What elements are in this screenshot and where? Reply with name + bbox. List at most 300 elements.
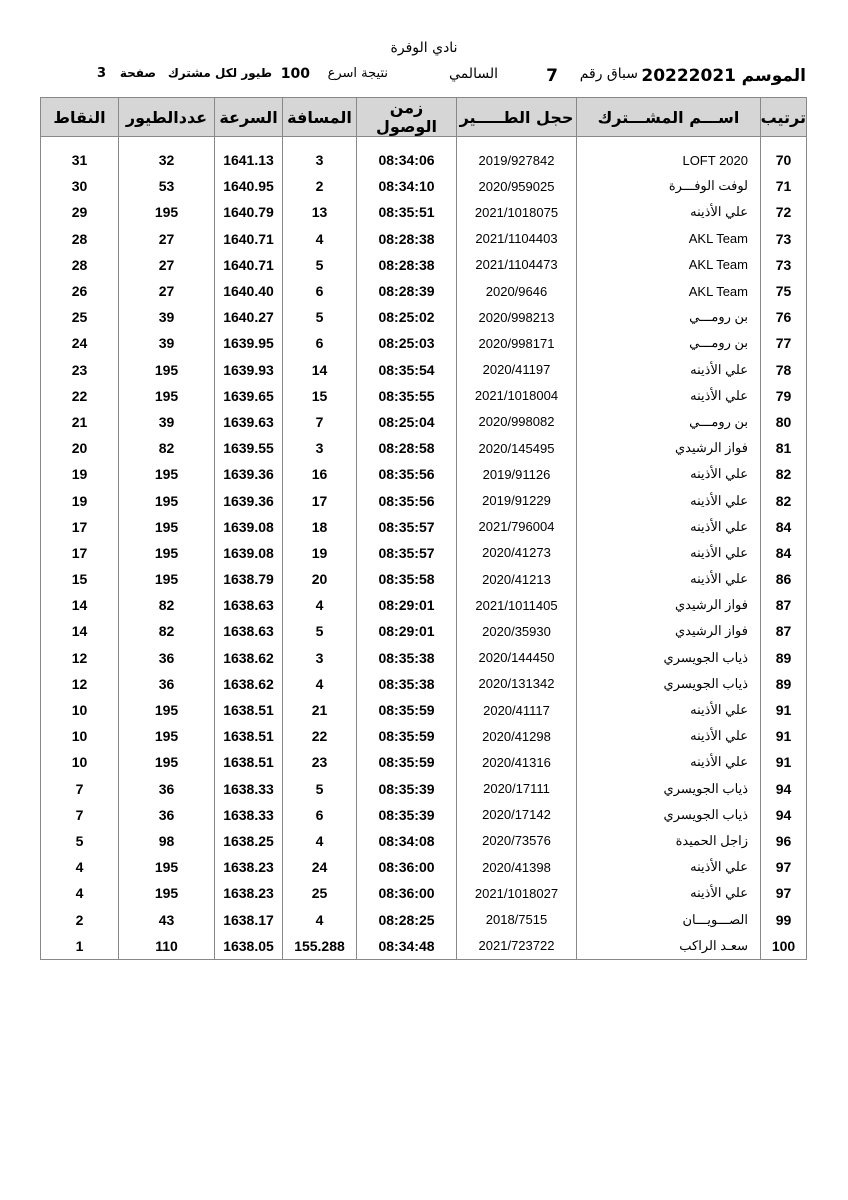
birds-count-cell: 36 <box>119 645 215 671</box>
rank-cell: 86 <box>761 566 807 592</box>
table-row <box>41 435 807 461</box>
distance-cell: 15 <box>283 383 357 409</box>
table-row <box>41 802 807 828</box>
distance-cell: 18 <box>283 514 357 540</box>
speed-cell: 1638.23 <box>215 880 283 906</box>
distance-cell: 6 <box>283 330 357 356</box>
distance-cell: 13 <box>283 199 357 225</box>
points-cell: 23 <box>41 357 119 383</box>
rank-cell: 91 <box>761 749 807 775</box>
table-row <box>41 461 807 487</box>
member-name-cell: علي الأذينه <box>577 383 761 409</box>
birds-count-cell: 98 <box>119 828 215 854</box>
birds-count-cell: 43 <box>119 906 215 932</box>
distance-cell: 25 <box>283 880 357 906</box>
member-name-cell: علي الأذينه <box>577 514 761 540</box>
arrival-time-cell: 08:36:00 <box>357 854 457 880</box>
birds-count-cell: 36 <box>119 802 215 828</box>
rank-cell: 94 <box>761 776 807 802</box>
table-row <box>41 147 807 173</box>
distance-cell: 4 <box>283 592 357 618</box>
ring-cell: 2020/145495 <box>457 435 577 461</box>
ring-cell: 2021/1018075 <box>457 199 577 225</box>
rank-cell: 97 <box>761 880 807 906</box>
points-cell: 25 <box>41 304 119 330</box>
table-row <box>41 514 807 540</box>
birds-count-cell: 195 <box>119 461 215 487</box>
ring-cell: 2020/41316 <box>457 749 577 775</box>
points-cell: 10 <box>41 723 119 749</box>
birds-count-cell: 195 <box>119 697 215 723</box>
arrival-time-cell: 08:35:59 <box>357 723 457 749</box>
ring-cell: 2020/17111 <box>457 776 577 802</box>
ring-cell: 2020/998082 <box>457 409 577 435</box>
member-name-cell: سعـد الراكب <box>577 933 761 960</box>
ring-cell: 2020/73576 <box>457 828 577 854</box>
ring-cell: 2020/41273 <box>457 540 577 566</box>
distance-cell: 23 <box>283 749 357 775</box>
points-cell: 31 <box>41 147 119 173</box>
distance-cell: 4 <box>283 828 357 854</box>
points-cell: 21 <box>41 409 119 435</box>
birds-count-cell: 195 <box>119 383 215 409</box>
points-cell: 29 <box>41 199 119 225</box>
member-name-cell: بن رومـــي <box>577 409 761 435</box>
rank-cell: 89 <box>761 645 807 671</box>
table-row <box>41 933 807 960</box>
distance-cell: 6 <box>283 802 357 828</box>
member-name-cell: فواز الرشيدي <box>577 618 761 644</box>
distance-cell: 155.288 <box>283 933 357 960</box>
distance-cell: 2 <box>283 173 357 199</box>
distance-cell: 4 <box>283 226 357 252</box>
arrival-time-cell: 08:34:10 <box>357 173 457 199</box>
birds-count-cell: 32 <box>119 147 215 173</box>
member-name-cell: لوفت الوفـــرة <box>577 173 761 199</box>
rank-cell: 75 <box>761 278 807 304</box>
birds-count-cell: 195 <box>119 487 215 513</box>
speed-cell: 1639.08 <box>215 540 283 566</box>
speed-cell: 1640.40 <box>215 278 283 304</box>
distance-cell: 5 <box>283 776 357 802</box>
speed-cell: 1638.51 <box>215 723 283 749</box>
member-name-cell: علي الأذينه <box>577 487 761 513</box>
arrival-time-cell: 08:35:38 <box>357 671 457 697</box>
arrival-time-cell: 08:28:38 <box>357 252 457 278</box>
speed-cell: 1640.71 <box>215 252 283 278</box>
speed-cell: 1638.23 <box>215 854 283 880</box>
rank-cell: 87 <box>761 592 807 618</box>
points-cell: 4 <box>41 854 119 880</box>
member-name-cell: علي الأذينه <box>577 199 761 225</box>
col-member-header: اســـم المشـــترك <box>577 98 761 137</box>
ring-cell: 2019/91229 <box>457 487 577 513</box>
ring-cell: 2020/9646 <box>457 278 577 304</box>
arrival-time-cell: 08:25:03 <box>357 330 457 356</box>
distance-cell: 4 <box>283 906 357 932</box>
table-row <box>41 226 807 252</box>
rank-cell: 71 <box>761 173 807 199</box>
table-row <box>41 854 807 880</box>
points-cell: 22 <box>41 383 119 409</box>
speed-cell: 1638.63 <box>215 592 283 618</box>
table-row <box>41 592 807 618</box>
table-row <box>41 776 807 802</box>
points-cell: 28 <box>41 252 119 278</box>
col-birds-header: عددالطيور <box>119 98 215 137</box>
member-name-cell: فواز الرشيدي <box>577 592 761 618</box>
rank-cell: 73 <box>761 226 807 252</box>
col-rank-header: ترتيب <box>761 98 807 137</box>
ring-cell: 2020/41398 <box>457 854 577 880</box>
arrival-time-cell: 08:29:01 <box>357 592 457 618</box>
ring-cell: 2020/998171 <box>457 330 577 356</box>
member-name-cell: علي الأذينه <box>577 749 761 775</box>
table-row <box>41 671 807 697</box>
arrival-time-cell: 08:34:06 <box>357 147 457 173</box>
member-name-cell: علي الأذينه <box>577 723 761 749</box>
ring-cell: 2021/1104403 <box>457 226 577 252</box>
arrival-time-cell: 08:35:56 <box>357 461 457 487</box>
ring-cell: 2020/35930 <box>457 618 577 644</box>
birds-count-cell: 27 <box>119 278 215 304</box>
rank-cell: 96 <box>761 828 807 854</box>
points-cell: 20 <box>41 435 119 461</box>
rank-cell: 78 <box>761 357 807 383</box>
member-name-cell: زاجل الحميدة <box>577 828 761 854</box>
season-value: 20222021 <box>641 66 736 86</box>
arrival-time-cell: 08:28:58 <box>357 435 457 461</box>
speed-cell: 1638.05 <box>215 933 283 960</box>
distance-cell: 16 <box>283 461 357 487</box>
distance-cell: 3 <box>283 147 357 173</box>
arrival-time-cell: 08:35:51 <box>357 199 457 225</box>
member-name-cell: علي الأذينه <box>577 854 761 880</box>
page-number: 3 <box>96 66 106 81</box>
ring-cell: 2018/7515 <box>457 906 577 932</box>
distance-cell: 24 <box>283 854 357 880</box>
distance-cell: 19 <box>283 540 357 566</box>
arrival-time-cell: 08:25:02 <box>357 304 457 330</box>
per-member-label: طيور لكل مشترك <box>167 66 272 80</box>
rank-cell: 76 <box>761 304 807 330</box>
distance-cell: 20 <box>283 566 357 592</box>
points-cell: 24 <box>41 330 119 356</box>
ring-cell: 2021/723722 <box>457 933 577 960</box>
table-row <box>41 304 807 330</box>
birds-count-cell: 195 <box>119 514 215 540</box>
rank-cell: 81 <box>761 435 807 461</box>
result-label: نتيجة اسرع <box>327 66 388 81</box>
arrival-time-cell: 08:28:39 <box>357 278 457 304</box>
speed-cell: 1639.95 <box>215 330 283 356</box>
ring-cell: 2020/144450 <box>457 645 577 671</box>
birds-count-cell: 27 <box>119 252 215 278</box>
arrival-time-cell: 08:25:04 <box>357 409 457 435</box>
arrival-time-cell: 08:28:25 <box>357 906 457 932</box>
birds-count-cell: 82 <box>119 618 215 644</box>
points-cell: 17 <box>41 540 119 566</box>
speed-cell: 1640.79 <box>215 199 283 225</box>
birds-count-cell: 195 <box>119 723 215 749</box>
member-name-cell: AKL Team <box>577 252 761 278</box>
birds-count-cell: 195 <box>119 357 215 383</box>
points-cell: 1 <box>41 933 119 960</box>
table-row <box>41 828 807 854</box>
table-row <box>41 487 807 513</box>
table-row <box>41 409 807 435</box>
rank-cell: 73 <box>761 252 807 278</box>
speed-cell: 1639.36 <box>215 461 283 487</box>
birds-count-cell: 195 <box>119 199 215 225</box>
points-cell: 10 <box>41 749 119 775</box>
birds-count-cell: 82 <box>119 435 215 461</box>
member-name-cell: ذياب الجويسري <box>577 802 761 828</box>
rank-cell: 100 <box>761 933 807 960</box>
speed-cell: 1638.79 <box>215 566 283 592</box>
speed-cell: 1640.95 <box>215 173 283 199</box>
birds-count-cell: 27 <box>119 226 215 252</box>
birds-count-cell: 82 <box>119 592 215 618</box>
table-row <box>41 383 807 409</box>
member-name-cell: علي الأذينه <box>577 540 761 566</box>
arrival-time-cell: 08:34:08 <box>357 828 457 854</box>
distance-cell: 21 <box>283 697 357 723</box>
speed-cell: 1638.25 <box>215 828 283 854</box>
rank-cell: 91 <box>761 697 807 723</box>
speed-cell: 1638.17 <box>215 906 283 932</box>
arrival-time-cell: 08:35:55 <box>357 383 457 409</box>
table-row <box>41 173 807 199</box>
table-row <box>41 906 807 932</box>
member-name-cell: AKL Team <box>577 278 761 304</box>
rank-cell: 99 <box>761 906 807 932</box>
birds-count-cell: 39 <box>119 409 215 435</box>
distance-cell: 5 <box>283 304 357 330</box>
rank-cell: 87 <box>761 618 807 644</box>
col-points-header: النقاط <box>41 98 119 137</box>
table-row <box>41 697 807 723</box>
birds-count-cell: 195 <box>119 566 215 592</box>
table-row <box>41 252 807 278</box>
points-cell: 7 <box>41 802 119 828</box>
member-name-cell: ذياب الجويسري <box>577 776 761 802</box>
distance-cell: 14 <box>283 357 357 383</box>
member-name-cell: الصـــويـــان <box>577 906 761 932</box>
speed-cell: 1639.93 <box>215 357 283 383</box>
speed-cell: 1638.62 <box>215 645 283 671</box>
birds-count-cell: 110 <box>119 933 215 960</box>
points-cell: 15 <box>41 566 119 592</box>
speed-cell: 1639.65 <box>215 383 283 409</box>
speed-cell: 1639.08 <box>215 514 283 540</box>
distance-cell: 22 <box>283 723 357 749</box>
distance-cell: 5 <box>283 252 357 278</box>
ring-cell: 2020/41213 <box>457 566 577 592</box>
arrival-time-cell: 08:28:38 <box>357 226 457 252</box>
table-row <box>41 199 807 225</box>
points-cell: 28 <box>41 226 119 252</box>
arrival-time-cell: 08:35:38 <box>357 645 457 671</box>
col-speed-header: السرعة <box>215 98 283 137</box>
points-cell: 17 <box>41 514 119 540</box>
rank-cell: 72 <box>761 199 807 225</box>
birds-count-cell: 36 <box>119 776 215 802</box>
arrival-time-cell: 08:35:59 <box>357 749 457 775</box>
ring-cell: 2021/1011405 <box>457 592 577 618</box>
table-row <box>41 618 807 644</box>
distance-cell: 4 <box>283 671 357 697</box>
ring-cell: 2020/959025 <box>457 173 577 199</box>
distance-cell: 5 <box>283 618 357 644</box>
speed-cell: 1638.33 <box>215 802 283 828</box>
member-name-cell: LOFT 2020 <box>577 147 761 173</box>
member-name-cell: فواز الرشيدي <box>577 435 761 461</box>
points-cell: 30 <box>41 173 119 199</box>
table-row <box>41 357 807 383</box>
points-cell: 26 <box>41 278 119 304</box>
race-info-bar <box>42 66 806 90</box>
table-row <box>41 645 807 671</box>
distance-cell: 3 <box>283 645 357 671</box>
points-cell: 2 <box>41 906 119 932</box>
ring-cell: 2020/41197 <box>457 357 577 383</box>
points-cell: 19 <box>41 461 119 487</box>
table-row <box>41 880 807 906</box>
season-label: الموسم <box>741 66 806 86</box>
arrival-time-cell: 08:36:00 <box>357 880 457 906</box>
arrival-time-cell: 08:35:54 <box>357 357 457 383</box>
ring-cell: 2019/927842 <box>457 147 577 173</box>
speed-cell: 1639.63 <box>215 409 283 435</box>
speed-cell: 1638.51 <box>215 749 283 775</box>
speed-cell: 1639.55 <box>215 435 283 461</box>
arrival-time-cell: 08:35:39 <box>357 802 457 828</box>
rank-cell: 97 <box>761 854 807 880</box>
race-number: 7 <box>546 66 558 86</box>
arrival-time-cell: 08:35:39 <box>357 776 457 802</box>
rank-cell: 80 <box>761 409 807 435</box>
table-spacer-row <box>41 137 807 148</box>
table-row <box>41 749 807 775</box>
table-row <box>41 723 807 749</box>
birds-count-cell: 195 <box>119 854 215 880</box>
rank-cell: 91 <box>761 723 807 749</box>
points-cell: 12 <box>41 671 119 697</box>
ring-cell: 2021/1018027 <box>457 880 577 906</box>
arrival-time-cell: 08:35:58 <box>357 566 457 592</box>
rank-cell: 82 <box>761 487 807 513</box>
speed-cell: 1638.51 <box>215 697 283 723</box>
member-name-cell: AKL Team <box>577 226 761 252</box>
speed-cell: 1640.71 <box>215 226 283 252</box>
speed-cell: 1638.63 <box>215 618 283 644</box>
rank-cell: 82 <box>761 461 807 487</box>
speed-cell: 1638.62 <box>215 671 283 697</box>
ring-cell: 2021/1104473 <box>457 252 577 278</box>
rank-cell: 84 <box>761 514 807 540</box>
birds-count-cell: 39 <box>119 330 215 356</box>
rank-cell: 70 <box>761 147 807 173</box>
points-cell: 7 <box>41 776 119 802</box>
rank-cell: 84 <box>761 540 807 566</box>
ring-cell: 2020/41117 <box>457 697 577 723</box>
col-distance-header: المسافة <box>283 98 357 137</box>
ring-cell: 2020/17142 <box>457 802 577 828</box>
ring-cell: 2020/131342 <box>457 671 577 697</box>
table-row <box>41 330 807 356</box>
arrival-time-cell: 08:35:56 <box>357 487 457 513</box>
points-cell: 5 <box>41 828 119 854</box>
club-name: نادي الوفرة <box>390 40 458 56</box>
results-table <box>40 97 807 960</box>
speed-cell: 1641.13 <box>215 147 283 173</box>
birds-per-member-count: 100 <box>280 66 310 82</box>
race-location: السالمي <box>449 66 498 82</box>
table-row <box>41 540 807 566</box>
speed-cell: 1640.27 <box>215 304 283 330</box>
rank-cell: 94 <box>761 802 807 828</box>
rank-cell: 77 <box>761 330 807 356</box>
ring-cell: 2019/91126 <box>457 461 577 487</box>
ring-cell: 2021/796004 <box>457 514 577 540</box>
arrival-time-cell: 08:29:01 <box>357 618 457 644</box>
birds-count-cell: 36 <box>119 671 215 697</box>
speed-cell: 1639.36 <box>215 487 283 513</box>
arrival-time-cell: 08:35:57 <box>357 514 457 540</box>
member-name-cell: علي الأذينه <box>577 566 761 592</box>
member-name-cell: ذياب الجويسري <box>577 645 761 671</box>
race-label: سباق رقم <box>579 66 638 82</box>
page-label: صفحة <box>119 66 156 80</box>
member-name-cell: بن رومـــي <box>577 330 761 356</box>
distance-cell: 6 <box>283 278 357 304</box>
points-cell: 10 <box>41 697 119 723</box>
distance-cell: 17 <box>283 487 357 513</box>
col-ring-header: حجل الطـــــير <box>457 98 577 137</box>
birds-count-cell: 53 <box>119 173 215 199</box>
distance-cell: 3 <box>283 435 357 461</box>
points-cell: 14 <box>41 592 119 618</box>
col-arrival-header: زمن الوصول <box>357 98 457 137</box>
arrival-time-cell: 08:34:48 <box>357 933 457 960</box>
birds-count-cell: 195 <box>119 749 215 775</box>
birds-count-cell: 195 <box>119 880 215 906</box>
ring-cell: 2021/1018004 <box>457 383 577 409</box>
birds-count-cell: 39 <box>119 304 215 330</box>
ring-cell: 2020/998213 <box>457 304 577 330</box>
speed-cell: 1638.33 <box>215 776 283 802</box>
arrival-time-cell: 08:35:57 <box>357 540 457 566</box>
member-name-cell: علي الأذينه <box>577 880 761 906</box>
ring-cell: 2020/41298 <box>457 723 577 749</box>
points-cell: 12 <box>41 645 119 671</box>
points-cell: 4 <box>41 880 119 906</box>
table-header-row <box>41 98 807 137</box>
member-name-cell: علي الأذينه <box>577 697 761 723</box>
member-name-cell: ذياب الجويسري <box>577 671 761 697</box>
points-cell: 19 <box>41 487 119 513</box>
birds-count-cell: 195 <box>119 540 215 566</box>
distance-cell: 7 <box>283 409 357 435</box>
table-row <box>41 566 807 592</box>
rank-cell: 89 <box>761 671 807 697</box>
table-row <box>41 278 807 304</box>
member-name-cell: علي الأذينه <box>577 357 761 383</box>
points-cell: 14 <box>41 618 119 644</box>
rank-cell: 79 <box>761 383 807 409</box>
arrival-time-cell: 08:35:59 <box>357 697 457 723</box>
